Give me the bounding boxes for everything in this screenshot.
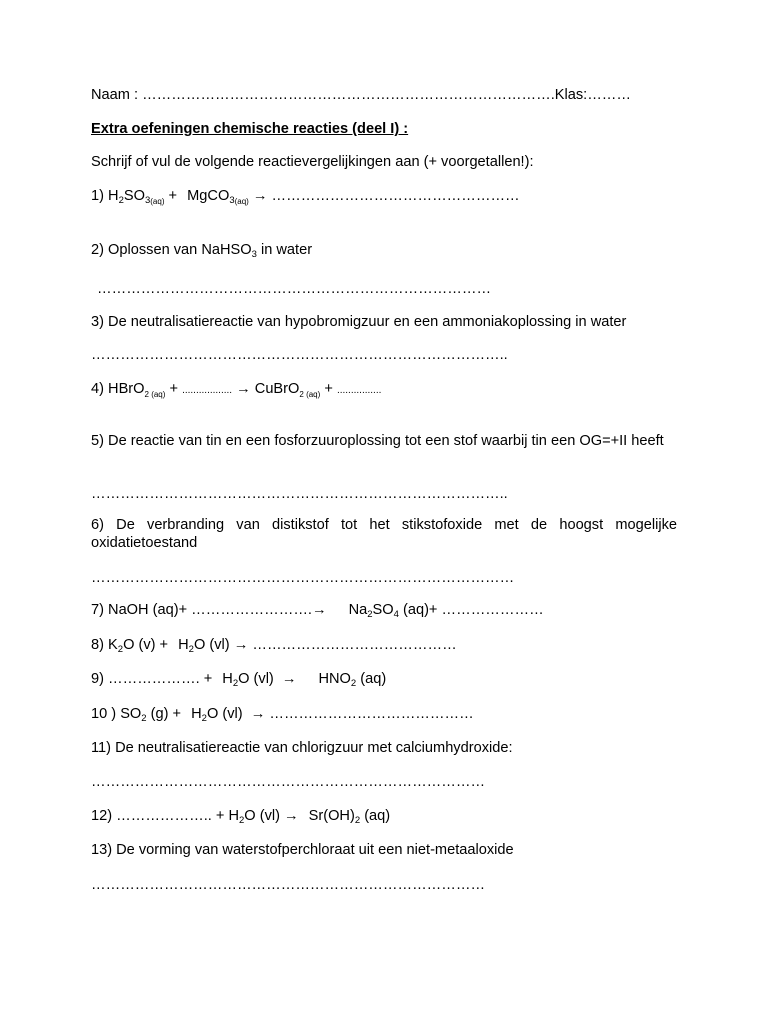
answer-blank: ……………………. xyxy=(191,602,312,618)
answer-blank: .................. xyxy=(182,385,233,396)
question-8: 8) $K_2O$ $(v) + H_2O$ (vl) → …………………………………… xyxy=(91,637,457,655)
question-1: 1) $H_2SO_{3(aq)}$ + MgCO$_{3(aq)}$ → …………………………………………… xyxy=(91,188,520,206)
question-2: 2) Oplossen van NaHSO$_3$ in water xyxy=(91,242,313,260)
question-12: 12) ……………….. + $H_2O$ $(vl) \to Sr(OH)_2$ (aq) xyxy=(91,808,391,826)
question-5: 5) De reactie van tin en een fosforzuuroplossing tot een stof waarbij tin een OG=+II heeft xyxy=(91,433,664,449)
question-10: 10 ) $SO_2$ $(g) + H_2O$ (vl) → …………………………………… xyxy=(91,706,474,724)
answer-blank: …………………………………… xyxy=(248,637,457,653)
question-3: 3) De neutralisatiereactie van hypobromigzuur en een ammoniakoplossing in water xyxy=(91,314,627,330)
question-7: 7) NaOH (aq)+ …………………….→ $Na_2SO_4$ (aq)+ ………………… xyxy=(91,602,544,620)
answer-blank: ................ xyxy=(336,385,382,396)
answer-line-3: ………………………………………………………………………….. xyxy=(91,347,508,363)
answer-blank: ………………… xyxy=(441,602,544,618)
instruction-text: Schrijf of vul de volgende reactievergelijkingen aan (+ voorgetallen!): xyxy=(91,154,534,170)
worksheet-title: Extra oefeningen chemische reacties (deel I) : xyxy=(91,121,409,137)
name-class-line: Naam : ………………………………………………………………………….Klas:……… xyxy=(91,87,631,103)
answer-line-6: …………………………………………………………………………… xyxy=(91,570,515,586)
answer-line-11: ……………………………………………………………………… xyxy=(91,774,486,790)
question-9: 9) ………………. + $H_2O$ $(vl) \to HNO_2$ (aq) xyxy=(91,671,387,689)
question-13: 13) De vorming van waterstofperchloraat uit een niet-metaaloxide xyxy=(91,842,514,858)
answer-line-2: ……………………………………………………………………… xyxy=(97,281,492,297)
question-6: 6) De verbranding van distikstof tot het stikstofoxide met de hoogst mogelijke oxidatietoestand xyxy=(91,517,677,551)
answer-line-5: ………………………………………………………………………….. xyxy=(91,486,508,502)
answer-blank: …………………………………… xyxy=(265,706,474,722)
answer-blank: …………………………………………… xyxy=(271,188,520,204)
question-4: 4) HBrO$_{2 (aq)}$ + .................. → CuBrO$_{2 (aq)}$ + ................ xyxy=(91,381,382,399)
answer-line-13: ……………………………………………………………………… xyxy=(91,877,486,893)
question-11: 11) De neutralisatiereactie van chlorigzuur met calciumhydroxide: xyxy=(91,740,513,756)
